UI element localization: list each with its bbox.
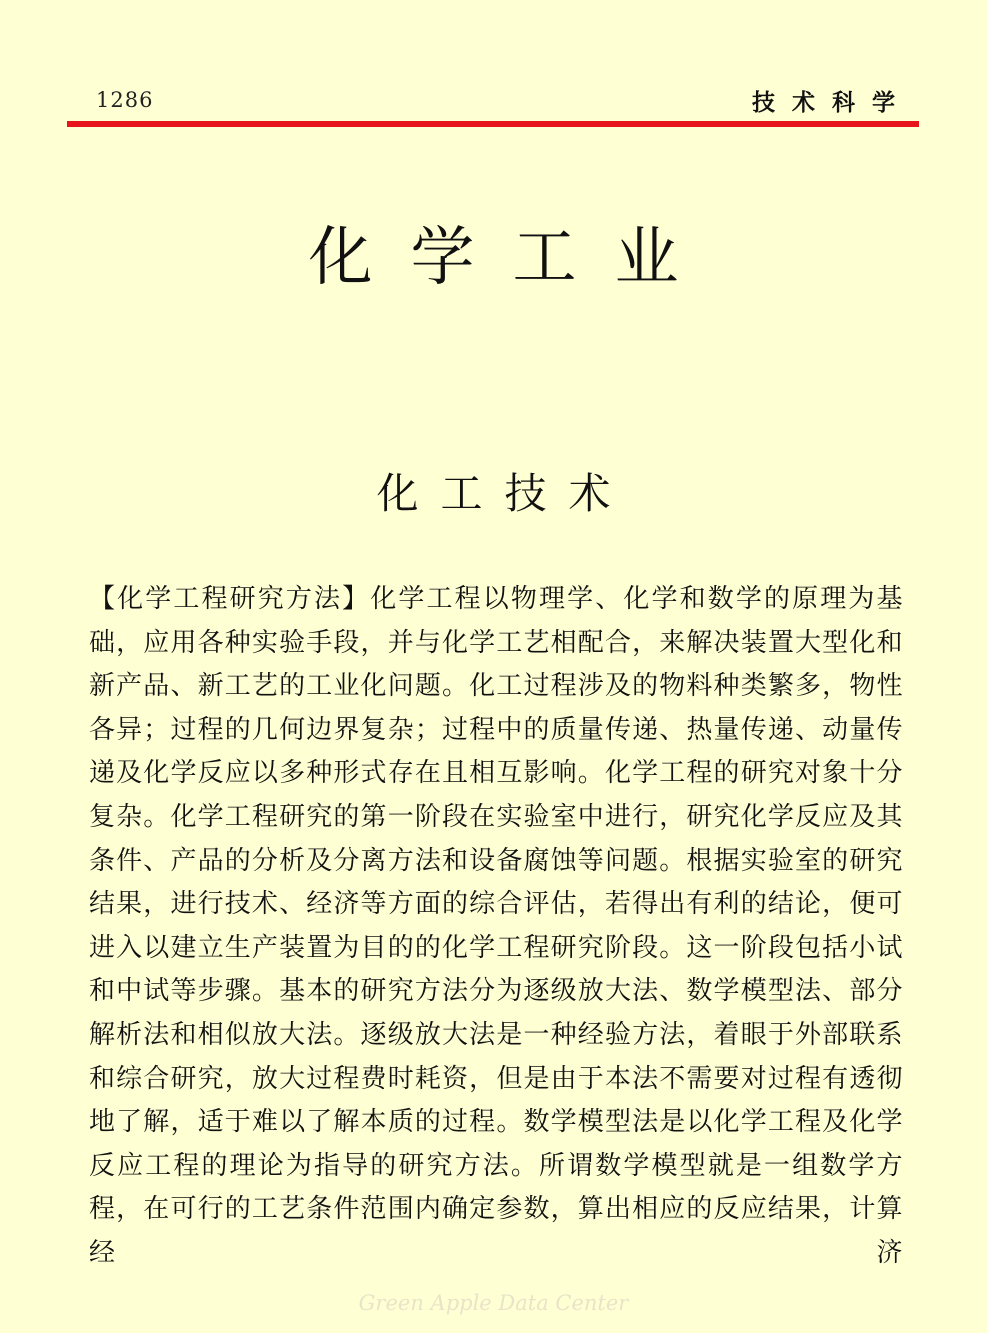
chapter-title: 化学工业 — [308, 221, 717, 295]
entry-text: 化学工程以物理学、化学和数学的原理为基础，应用各种实验手段，并与化学工艺相配合，来解决装置大型化和新产品、新工艺的工业化问题。化工过程涉及的物料种类繁多，物性各异；过程的几何边界复杂；过程中的质量传递、热量传递、动量传递及化学反应以多种形式存在且相互影响。化学工程的研究对象十分复杂。化学工程研究的第一阶段在实验室中进行，研究化学反应及其条件、产品的分析及分离方法和设备腐蚀等问题。根据实验室的研究结果，进行技术、经济等方面的综合评估，若得出有利的结论，便可进入以建立生产装置为目的的化学工程研究阶段。这一阶段包括小试和中试等步骤。基本的研究方法分为逐级放大法、数学模型法、部分解析法和相似放大法。逐级放大法是一种经验方法，着眼于外部联系和综合研究，放大过程费时耗资，但是由于本法不需要对过程有透彻地了解，适于难以了解本质的过程。数学模型法是以化学工程及化学反应工程的理论为指导的研究方法。所谓数学模型就是一组数学方程，在可行的工艺条件范围内确定参数，算出相应的反应结果，计算经济 — [89, 584, 903, 1268]
watermark: Green Apple Data Center — [358, 1291, 629, 1315]
running-head: 技术科学 — [752, 90, 912, 116]
section-title: 化工技术 — [376, 469, 633, 518]
entry-paragraph — [89, 578, 903, 1276]
page-number: 1286 — [96, 88, 154, 112]
header-rule — [67, 121, 919, 127]
entry-term: 【化学工程研究方法】 — [89, 584, 371, 614]
